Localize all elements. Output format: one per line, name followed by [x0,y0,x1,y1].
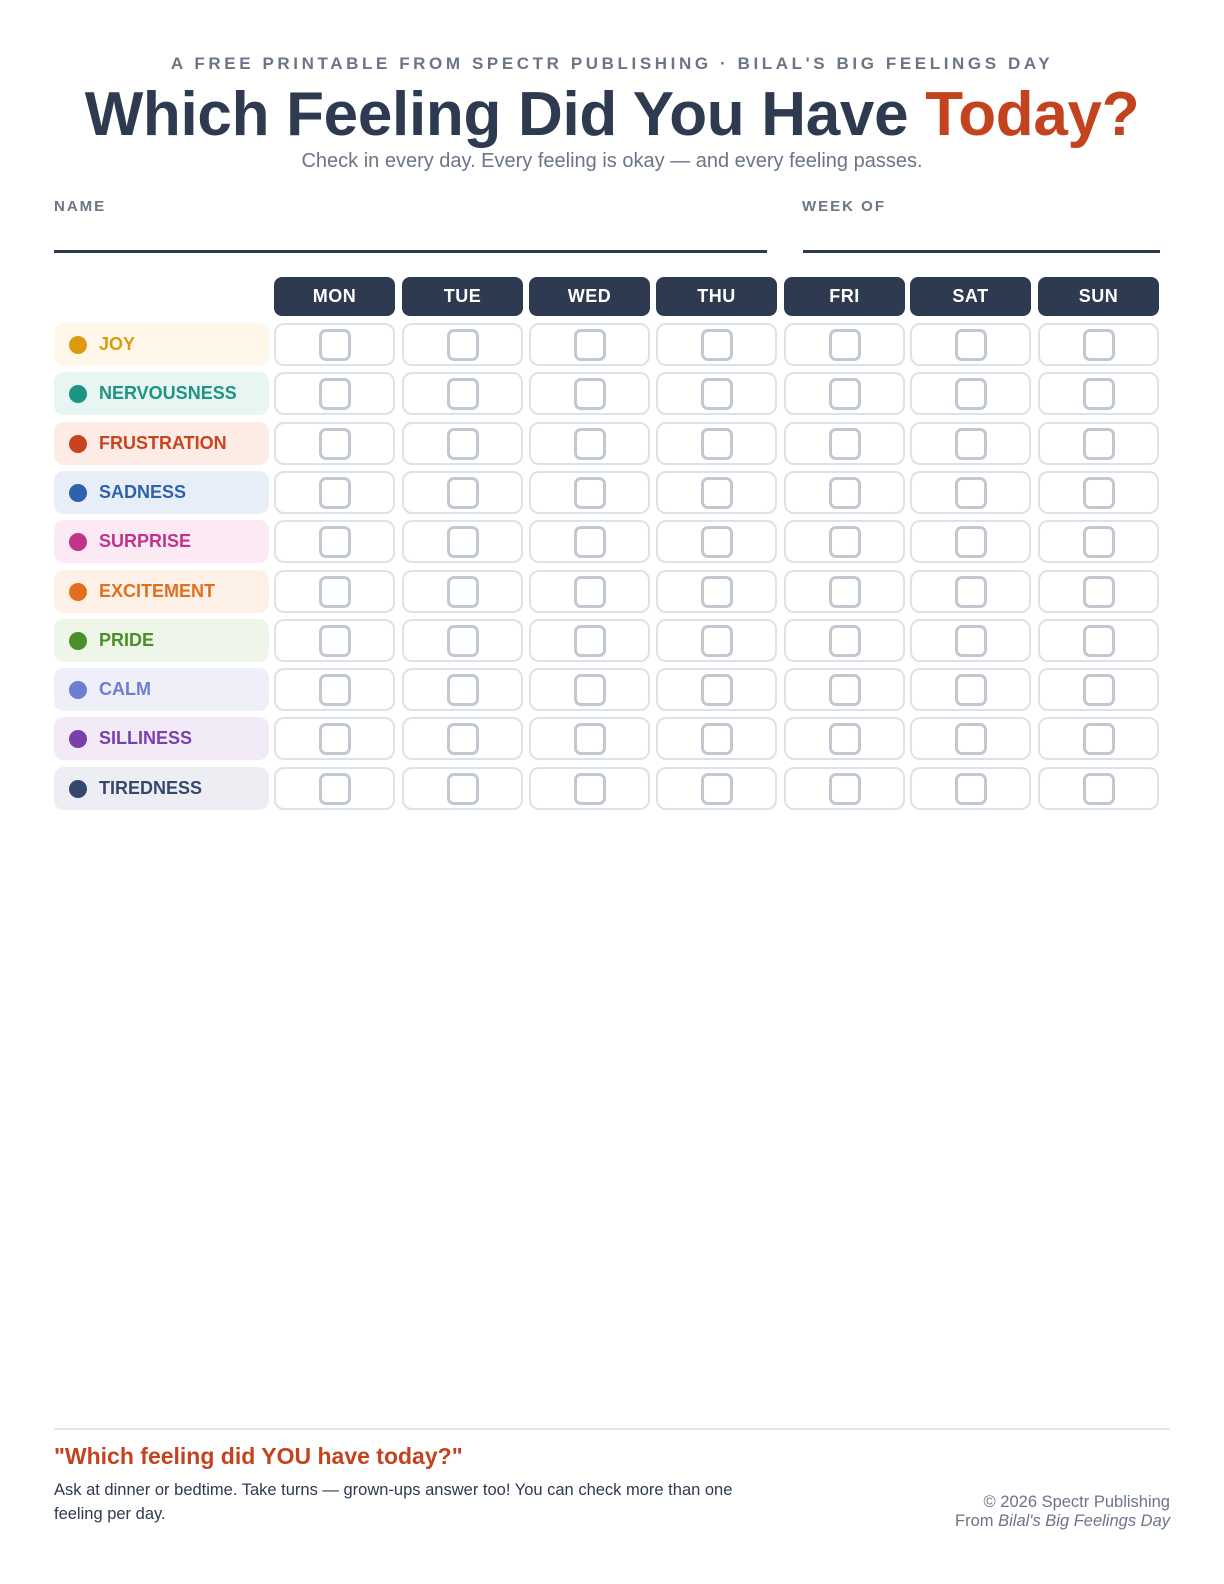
day-cell [784,520,905,563]
checkbox-calm-sat[interactable] [955,674,987,706]
checkbox-joy-tue[interactable] [447,329,479,361]
feeling-color-dot [69,435,87,453]
checkbox-excitement-fri[interactable] [829,576,861,608]
name-write-line[interactable] [54,250,767,253]
day-cell [656,668,777,711]
day-cell [784,717,905,760]
day-cell [784,422,905,465]
day-cell [529,520,650,563]
day-cell [656,422,777,465]
feeling-label-frustration [54,422,269,465]
day-cell [529,767,650,810]
day-cell [784,570,905,613]
day-cell [402,717,523,760]
checkbox-sadness-tue[interactable] [447,477,479,509]
checkbox-frustration-tue[interactable] [447,428,479,460]
checkbox-joy-mon[interactable] [319,329,351,361]
checkbox-sadness-sat[interactable] [955,477,987,509]
checkbox-excitement-thu[interactable] [701,576,733,608]
checkbox-frustration-thu[interactable] [701,428,733,460]
checkbox-pride-mon[interactable] [319,625,351,657]
checkbox-nervousness-sat[interactable] [955,378,987,410]
checkbox-sadness-fri[interactable] [829,477,861,509]
day-cell [529,668,650,711]
checkbox-sadness-mon[interactable] [319,477,351,509]
day-cell [784,767,905,810]
day-header-wed: WED [529,277,650,316]
day-cell [402,767,523,810]
checkbox-silliness-mon[interactable] [319,723,351,755]
checkbox-tiredness-wed[interactable] [574,773,606,805]
week-field-label: WEEK OF [802,198,886,215]
checkbox-calm-thu[interactable] [701,674,733,706]
day-cell [274,717,395,760]
checkbox-pride-sun[interactable] [1083,625,1115,657]
feeling-label-pride [54,619,269,662]
checkbox-surprise-wed[interactable] [574,526,606,558]
day-cell [1038,717,1159,760]
footer-instructions: Ask at dinner or bedtime. Take turns — grown-ups answer too! You can check more than one feeling per day. [54,1481,733,1523]
checkbox-joy-wed[interactable] [574,329,606,361]
checkbox-excitement-sun[interactable] [1083,576,1115,608]
day-cell [656,471,777,514]
feeling-label-text: EXCITEMENT [99,581,216,601]
checkbox-frustration-fri[interactable] [829,428,861,460]
feeling-color-dot [69,681,87,699]
title-main: Which Feeling Did You Have [84,80,926,149]
feeling-label-text: NERVOUSNESS [99,383,237,403]
day-cell [910,767,1031,810]
day-cell [656,323,777,366]
day-cell [402,619,523,662]
day-cell [274,570,395,613]
checkbox-pride-fri[interactable] [829,625,861,657]
checkbox-calm-mon[interactable] [319,674,351,706]
day-cell [1038,422,1159,465]
feeling-label-tiredness [54,767,269,810]
day-cell [402,422,523,465]
name-field-label: NAME [54,198,107,215]
checkbox-calm-tue[interactable] [447,674,479,706]
day-cell [656,717,777,760]
day-cell [1038,619,1159,662]
day-cell [274,422,395,465]
checkbox-calm-sun[interactable] [1083,674,1115,706]
checkbox-excitement-wed[interactable] [574,576,606,608]
checkbox-tiredness-sun[interactable] [1083,773,1115,805]
checkbox-sadness-wed[interactable] [574,477,606,509]
checkbox-nervousness-wed[interactable] [574,378,606,410]
day-header-thu: THU [656,277,777,316]
day-header-fri: FRI [784,277,905,316]
day-cell [402,668,523,711]
feeling-label-joy [54,323,269,366]
checkbox-excitement-mon[interactable] [319,576,351,608]
day-cell [1038,668,1159,711]
checkbox-silliness-thu[interactable] [701,723,733,755]
day-cell [910,372,1031,415]
day-cell [274,619,395,662]
feeling-color-dot [69,385,87,403]
day-header-sun: SUN [1038,277,1159,316]
title-accent: Today? [925,80,1140,149]
feeling-color-dot [69,780,87,798]
day-cell [529,570,650,613]
checkbox-joy-fri[interactable] [829,329,861,361]
day-cell [402,372,523,415]
checkbox-surprise-mon[interactable] [319,526,351,558]
feeling-label-text: TIREDNESS [99,778,203,798]
feeling-label-silliness [54,717,269,760]
day-cell [910,717,1031,760]
feeling-color-dot [69,533,87,551]
checkbox-nervousness-tue[interactable] [447,378,479,410]
day-cell [656,570,777,613]
day-cell [1038,767,1159,810]
checkbox-nervousness-thu[interactable] [701,378,733,410]
copyright-text: © 2026 Spectr Publishing [983,1493,1170,1511]
feeling-label-text: PRIDE [99,630,155,650]
checkbox-surprise-tue[interactable] [447,526,479,558]
feeling-label-calm [54,668,269,711]
day-cell [910,619,1031,662]
day-cell [910,520,1031,563]
day-header-mon: MON [274,277,395,316]
day-cell [529,323,650,366]
feeling-label-nervousness [54,372,269,415]
day-cell [529,422,650,465]
checkbox-excitement-tue[interactable] [447,576,479,608]
day-cell [1038,520,1159,563]
day-cell [1038,570,1159,613]
checkbox-nervousness-mon[interactable] [319,378,351,410]
day-header-sat: SAT [910,277,1031,316]
feeling-label-text: CALM [99,679,151,699]
checkbox-surprise-thu[interactable] [701,526,733,558]
day-cell [529,717,650,760]
checkbox-sadness-sun[interactable] [1083,477,1115,509]
footer-credits [955,1493,1170,1531]
checkbox-surprise-fri[interactable] [829,526,861,558]
checkbox-surprise-sat[interactable] [955,526,987,558]
day-cell [1038,471,1159,514]
checkbox-calm-wed[interactable] [574,674,606,706]
day-cell [910,668,1031,711]
day-cell [529,471,650,514]
checkbox-tiredness-mon[interactable] [319,773,351,805]
day-cell [402,570,523,613]
checkbox-frustration-mon[interactable] [319,428,351,460]
day-cell [274,767,395,810]
feeling-label-text: SURPRISE [99,531,192,551]
checkbox-tiredness-fri[interactable] [829,773,861,805]
checkbox-pride-thu[interactable] [701,625,733,657]
day-cell [274,471,395,514]
week-write-line[interactable] [803,250,1160,253]
day-cell [910,570,1031,613]
feeling-color-dot [69,484,87,502]
feeling-label-surprise [54,520,269,563]
feeling-color-dot [69,583,87,601]
day-cell [784,619,905,662]
checkbox-frustration-sat[interactable] [955,428,987,460]
feeling-label-sadness [54,471,269,514]
checkbox-sadness-thu[interactable] [701,477,733,509]
feeling-label-excitement [54,570,269,613]
checkbox-tiredness-sat[interactable] [955,773,987,805]
day-cell [274,520,395,563]
day-cell [656,520,777,563]
checkbox-silliness-sat[interactable] [955,723,987,755]
checkbox-frustration-sun[interactable] [1083,428,1115,460]
feeling-label-text: SADNESS [99,482,187,502]
checkbox-tiredness-tue[interactable] [447,773,479,805]
checkbox-surprise-sun[interactable] [1083,526,1115,558]
book-credit-prefix: From [955,1512,999,1530]
checkbox-pride-tue[interactable] [447,625,479,657]
day-cell [910,422,1031,465]
checkbox-silliness-wed[interactable] [574,723,606,755]
day-cell [784,471,905,514]
feeling-color-dot [69,730,87,748]
day-cell [402,323,523,366]
day-cell [1038,323,1159,366]
day-cell [656,767,777,810]
day-cell [656,619,777,662]
footer-divider [54,1428,1170,1430]
checkbox-joy-sun[interactable] [1083,329,1115,361]
checkbox-silliness-sun[interactable] [1083,723,1115,755]
feeling-label-text: FRUSTRATION [99,433,227,453]
day-cell [784,668,905,711]
feeling-color-dot [69,632,87,650]
checkbox-nervousness-fri[interactable] [829,378,861,410]
checkbox-nervousness-sun[interactable] [1083,378,1115,410]
book-title: Bilal's Big Feelings Day [998,1512,1170,1530]
day-cell [274,372,395,415]
feeling-label-text: SILLINESS [99,728,193,748]
day-cell [402,520,523,563]
checkbox-calm-fri[interactable] [829,674,861,706]
checkbox-joy-thu[interactable] [701,329,733,361]
day-cell [910,323,1031,366]
day-cell [656,372,777,415]
checkbox-pride-wed[interactable] [574,625,606,657]
footer-quote: "Which feeling did YOU have today?" [54,1443,463,1469]
day-cell [1038,372,1159,415]
checkbox-silliness-tue[interactable] [447,723,479,755]
checkbox-frustration-wed[interactable] [574,428,606,460]
checkbox-tiredness-thu[interactable] [701,773,733,805]
day-cell [529,619,650,662]
checkbox-excitement-sat[interactable] [955,576,987,608]
day-cell [529,372,650,415]
day-cell [274,668,395,711]
day-cell [402,471,523,514]
feeling-color-dot [69,336,87,354]
page-title [0,80,1224,150]
page-subtitle: Check in every day. Every feeling is okay — and every feeling passes. [301,150,923,172]
day-cell [274,323,395,366]
day-cell [784,372,905,415]
day-cell [784,323,905,366]
day-header-tue: TUE [402,277,523,316]
checkbox-joy-sat[interactable] [955,329,987,361]
checkbox-silliness-fri[interactable] [829,723,861,755]
kicker-text: A FREE PRINTABLE FROM SPECTR PUBLISHING · BILAL'S BIG FEELINGS DAY [170,54,1054,73]
feeling-label-text: JOY [99,334,136,354]
checkbox-pride-sat[interactable] [955,625,987,657]
day-cell [910,471,1031,514]
book-credit [955,1512,1170,1531]
